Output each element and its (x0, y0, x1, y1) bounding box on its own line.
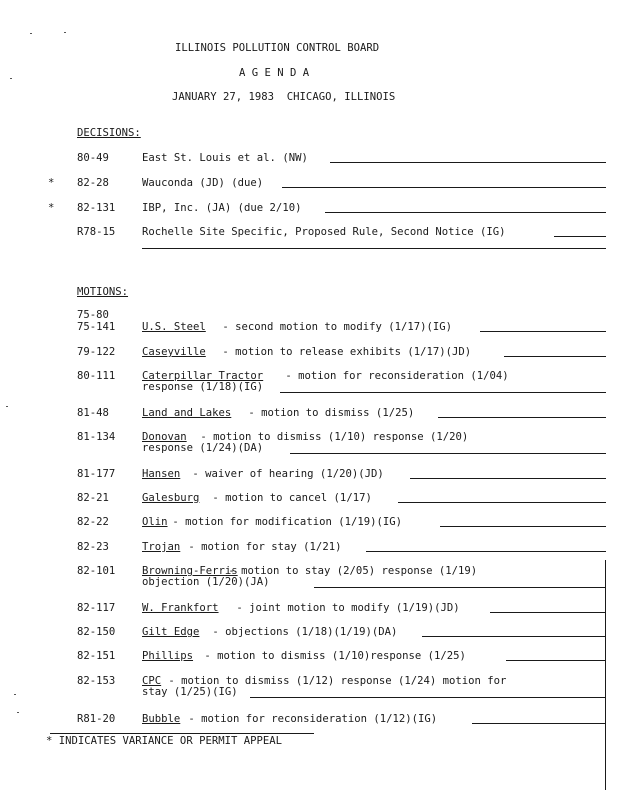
scan-speck (64, 32, 66, 33)
signature-line (280, 392, 606, 393)
decision-star: * (48, 202, 55, 214)
signature-line (398, 502, 606, 503)
signature-line (366, 551, 606, 552)
agenda-title: A G E N D A (239, 67, 310, 79)
scan-speck (10, 78, 12, 79)
signature-line (142, 248, 606, 249)
motion-text-continued: stay (1/25)(IG) (142, 686, 238, 698)
motion-party: W. Frankfort (142, 602, 219, 614)
decision-number: 80-49 (77, 152, 109, 164)
motion-number: 82-150 (77, 626, 116, 638)
signature-line (554, 236, 606, 237)
motion-number: 79-122 (77, 346, 116, 358)
motion-text: - motion for reconsideration (1/12)(IG) (182, 713, 438, 725)
motion-party: Galesburg (142, 492, 200, 504)
signature-line (480, 331, 606, 332)
date-place: JANUARY 27, 1983 CHICAGO, ILLINOIS (172, 91, 396, 103)
signature-line (290, 453, 606, 454)
scan-speck (17, 712, 19, 713)
scan-speck (30, 33, 32, 34)
motion-number: 82-153 (77, 675, 116, 687)
motion-number: 82-151 (77, 650, 116, 662)
motion-party: Gilt Edge (142, 626, 200, 638)
signature-line (438, 417, 606, 418)
signature-line (410, 478, 606, 479)
signature-line (422, 636, 606, 637)
signature-line (250, 697, 606, 698)
motions-heading: MOTIONS: (77, 286, 129, 298)
motion-number: 81-48 (77, 407, 109, 419)
motion-text: - waiver of hearing (1/20)(JD) (186, 468, 384, 480)
motion-number: 82-23 (77, 541, 109, 553)
motion-text: - motion for modification (1/19)(IG) (166, 516, 402, 528)
motion-number: 82-117 (77, 602, 116, 614)
motion-number: 81-134 (77, 431, 116, 443)
scan-speck (14, 694, 16, 695)
signature-line (440, 526, 606, 527)
motion-text: - objections (1/18)(1/19)(DA) (206, 626, 398, 638)
motion-number: 75-141 (77, 321, 116, 333)
margin-rule (605, 560, 606, 790)
motion-text: - motion to release exhibits (1/17)(JD) (216, 346, 472, 358)
motion-party: Donovan (142, 431, 187, 443)
motion-number: 82-22 (77, 516, 109, 528)
signature-line (314, 587, 606, 588)
motion-party: Land and Lakes (142, 407, 232, 419)
motion-text: - motion for reconsideration (1/04) (279, 370, 509, 382)
decision-number: R78-15 (77, 226, 116, 238)
decision-text: East St. Louis et al. (NW) (142, 152, 308, 164)
decision-star: * (48, 177, 55, 189)
motion-party: Hansen (142, 468, 181, 480)
motion-text: - motion to dismiss (1/12) response (1/24) motion for (162, 675, 507, 687)
decisions-heading: DECISIONS: (77, 127, 141, 139)
signature-line (325, 212, 606, 213)
signature-line (506, 660, 606, 661)
motion-text-continued: response (1/18)(IG) (142, 381, 264, 393)
motion-text: - motion to dismiss (1/25) (242, 407, 415, 419)
signature-line (490, 612, 606, 613)
decision-number: 82-131 (77, 202, 116, 214)
motion-party: Caseyville (142, 346, 206, 358)
motion-party: Browning-Ferris (142, 565, 238, 577)
motion-party: Trojan (142, 541, 181, 553)
motion-text: - joint motion to modify (1/19)(JD) (230, 602, 460, 614)
motion-party: Phillips (142, 650, 194, 662)
motion-party: Bubble (142, 713, 181, 725)
motion-number: 80-111 (77, 370, 116, 382)
motion-number: 82-101 (77, 565, 116, 577)
motion-text-continued: response (1/24)(DA) (142, 442, 264, 454)
decision-text: Rochelle Site Specific, Proposed Rule, Second Notice (IG) (142, 226, 506, 238)
decision-text: Wauconda (JD) (due) (142, 177, 264, 189)
motion-text: - motion for stay (1/21) (182, 541, 342, 553)
footer-rule (50, 733, 314, 734)
signature-line (504, 356, 606, 357)
signature-line (282, 187, 606, 188)
decision-text: IBP, Inc. (JA) (due 2/10) (142, 202, 302, 214)
motion-number: R81-20 (77, 713, 116, 725)
motion-text: - motion to dismiss (1/10) response (1/20) (194, 431, 469, 443)
motion-number: 81-177 (77, 468, 116, 480)
signature-line (330, 162, 606, 163)
motion-number: 82-21 (77, 492, 109, 504)
footer-note: * INDICATES VARIANCE OR PERMIT APPEAL (46, 735, 282, 747)
motion-number: 75-80 (77, 309, 109, 321)
scan-speck (6, 406, 8, 407)
motion-party: Caterpillar Tractor (142, 370, 264, 382)
motion-text-continued: objection (1/20)(JA) (142, 576, 270, 588)
motion-party: CPC (142, 675, 162, 687)
motion-text: - motion to dismiss (1/10)response (1/25) (198, 650, 466, 662)
board-title: ILLINOIS POLLUTION CONTROL BOARD (175, 42, 380, 54)
motion-text: - motion to stay (2/05) response (1/19) (222, 565, 478, 577)
motion-party: Olin (142, 516, 168, 528)
motion-party: U.S. Steel (142, 321, 206, 333)
signature-line (472, 723, 606, 724)
decision-number: 82-28 (77, 177, 109, 189)
motion-text: - motion to cancel (1/17) (206, 492, 372, 504)
motion-text: - second motion to modify (1/17)(IG) (216, 321, 452, 333)
